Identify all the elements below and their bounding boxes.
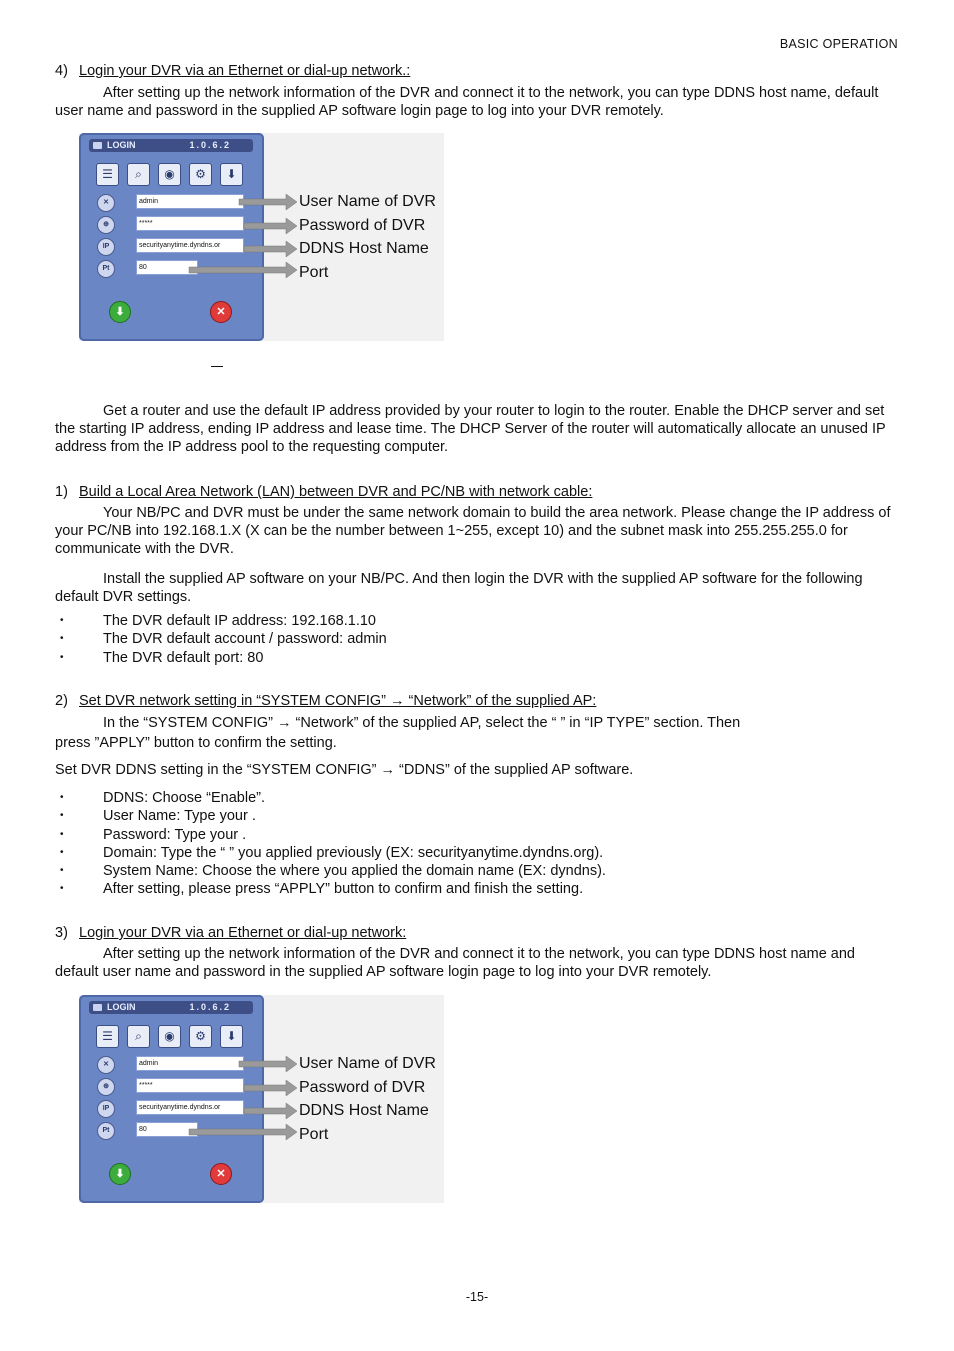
list-item: • DDNS: Choose “Enable”.	[60, 790, 265, 806]
password-input[interactable]: *****	[136, 216, 244, 231]
user-icon: ✕	[97, 1056, 115, 1074]
section-header: BASIC OPERATION	[779, 37, 898, 51]
callout-arrows	[79, 133, 444, 341]
section-1-heading	[55, 484, 592, 500]
ddns-settings-list	[55, 789, 606, 899]
port-icon: Pt	[97, 260, 115, 278]
router-intro: Get a router and use the default IP address provided by your router to login to the router. Enable the DHCP server and set the starting IP address, ending IP address and lease time. The DHCP Server of the router will automatically allocate an unused IP address from the IP address pool to the requesting computer.	[55, 403, 886, 455]
login-title: LOGIN	[107, 1002, 136, 1012]
arrow-port	[189, 262, 297, 278]
section-2-number: 2)	[55, 693, 68, 709]
login-title: LOGIN	[107, 140, 136, 150]
port-input[interactable]: 80	[136, 1122, 198, 1137]
arrow-host	[244, 1103, 297, 1119]
lock-icon: ⊕	[97, 216, 115, 234]
callout-user-name: User Name of DVR	[299, 1055, 436, 1072]
user-name-input[interactable]: admin	[136, 194, 244, 209]
login-figure-2	[79, 995, 444, 1203]
list-item: • After setting, please press “APPLY” button to confirm and finish the setting.	[60, 881, 584, 898]
network-icon[interactable]: ⚙	[189, 163, 212, 186]
search-icon[interactable]: ⌕	[127, 1025, 150, 1048]
section-1-p2: Install the supplied AP software on your NB/PC. And then login the DVR with the supplied AP software for the following default DVR settings.	[55, 571, 863, 605]
list-item: • Domain: Type the “ ” you applied previously (EX: securityanytime.dyndns.org).	[60, 844, 604, 861]
download-icon[interactable]: ⬇	[220, 1025, 243, 1048]
ip-icon: IP	[97, 1100, 115, 1118]
section-2-line2: press ”APPLY” button to confirm the setting.	[55, 735, 337, 751]
callout-port: Port	[299, 264, 329, 281]
list-item: • System Name: Choose the where you applied the domain name (EX: dyndns).	[60, 863, 606, 880]
section-4-heading	[55, 63, 410, 79]
user-name-input[interactable]: admin	[136, 1056, 244, 1071]
callout-password: Password of DVR	[299, 217, 426, 234]
port-input[interactable]: 80	[136, 260, 198, 275]
callout-host-name: DDNS Host Name	[299, 1102, 429, 1119]
default-settings-list	[55, 612, 387, 667]
address-book-icon[interactable]: ☰	[96, 163, 119, 186]
login-confirm-button[interactable]: ⬇	[109, 1163, 131, 1185]
arrow-password	[244, 1080, 297, 1096]
host-input[interactable]: securityanytime.dyndns.or	[136, 1100, 244, 1115]
login-cancel-button[interactable]: ✕	[210, 301, 232, 323]
callout-password: Password of DVR	[299, 1079, 426, 1096]
network-icon[interactable]: ⚙	[189, 1025, 212, 1048]
list-item: • Password: Type your .	[60, 826, 247, 843]
section-4-number: 4)	[55, 63, 68, 79]
arrow-user	[239, 194, 297, 210]
section-3-body: After setting up the network information of the DVR and connect it to the network, you can type DDNS host name and default user name and password in the supplied AP software login page to log into your DVR remotely.	[55, 946, 855, 980]
address-book-icon[interactable]: ☰	[96, 1025, 119, 1048]
login-confirm-button[interactable]: ⬇	[109, 301, 131, 323]
section-1-p1: Your NB/PC and DVR must be under the same network domain to build the area network. Please change the IP address of your PC/NB into 192.168.1.X (X can be the number between 1~255, except 10) and the subnet mask into 255.255.255.0 for communicate with the DVR.	[55, 505, 891, 557]
download-icon[interactable]: ⬇	[220, 163, 243, 186]
arrow-user	[239, 1056, 297, 1072]
login-version: 1.0.6.2	[189, 1002, 231, 1012]
lock-icon: ⊕	[97, 1078, 115, 1096]
search-icon[interactable]: ⌕	[127, 163, 150, 186]
arrow-port	[189, 1124, 297, 1140]
section-2-heading	[55, 693, 596, 709]
ip-icon: IP	[97, 238, 115, 256]
list-item: • The DVR default IP address: 192.168.1.10	[60, 613, 376, 629]
callout-arrows	[79, 995, 444, 1203]
section-3-heading	[55, 925, 406, 941]
password-input[interactable]: *****	[136, 1078, 244, 1093]
callout-host-name: DDNS Host Name	[299, 240, 429, 257]
user-icon: ✕	[97, 194, 115, 212]
callout-user-name: User Name of DVR	[299, 193, 436, 210]
callout-port: Port	[299, 1126, 329, 1143]
page-number: -15-	[465, 1290, 489, 1304]
section-2-title: Set DVR network setting in “SYSTEM CONFIG” → “Network” of the supplied AP:	[79, 693, 597, 709]
host-input[interactable]: securityanytime.dyndns.or	[136, 238, 244, 253]
section-1-number: 1)	[55, 484, 68, 500]
record-icon[interactable]: ◉	[158, 163, 181, 186]
section-2-line1: In the “SYSTEM CONFIG” → “Network” of the supplied AP, select the “ ” in “IP TYPE” section. Then	[103, 715, 741, 731]
list-item: • The DVR default port: 80	[60, 649, 264, 666]
section-4-title: Login your DVR via an Ethernet or dial-up network.:	[79, 63, 411, 79]
port-icon: Pt	[97, 1122, 115, 1140]
login-cancel-button[interactable]: ✕	[210, 1163, 232, 1185]
section-3-number: 3)	[55, 925, 68, 941]
section-4-body: After setting up the network information of the DVR and connect it to the network, you can type DDNS host name, default user name and password in the supplied AP software login page to log into your DVR remotely.	[55, 85, 879, 119]
list-item: • User Name: Type your .	[60, 808, 256, 825]
section-1-title: Build a Local Area Network (LAN) between DVR and PC/NB with network cable:	[79, 484, 593, 500]
login-version: 1.0.6.2	[189, 140, 231, 150]
ddns-intro: Set DVR DDNS setting in the “SYSTEM CONFIG” → “DDNS” of the supplied AP software.	[55, 762, 634, 778]
arrow-host	[244, 241, 297, 257]
dash-mark	[211, 366, 223, 367]
record-icon[interactable]: ◉	[158, 1025, 181, 1048]
login-figure-1	[79, 133, 444, 341]
list-item: • The DVR default account / password: admin	[60, 631, 387, 648]
arrow-password	[244, 218, 297, 234]
section-3-title: Login your DVR via an Ethernet or dial-up network:	[79, 925, 407, 941]
